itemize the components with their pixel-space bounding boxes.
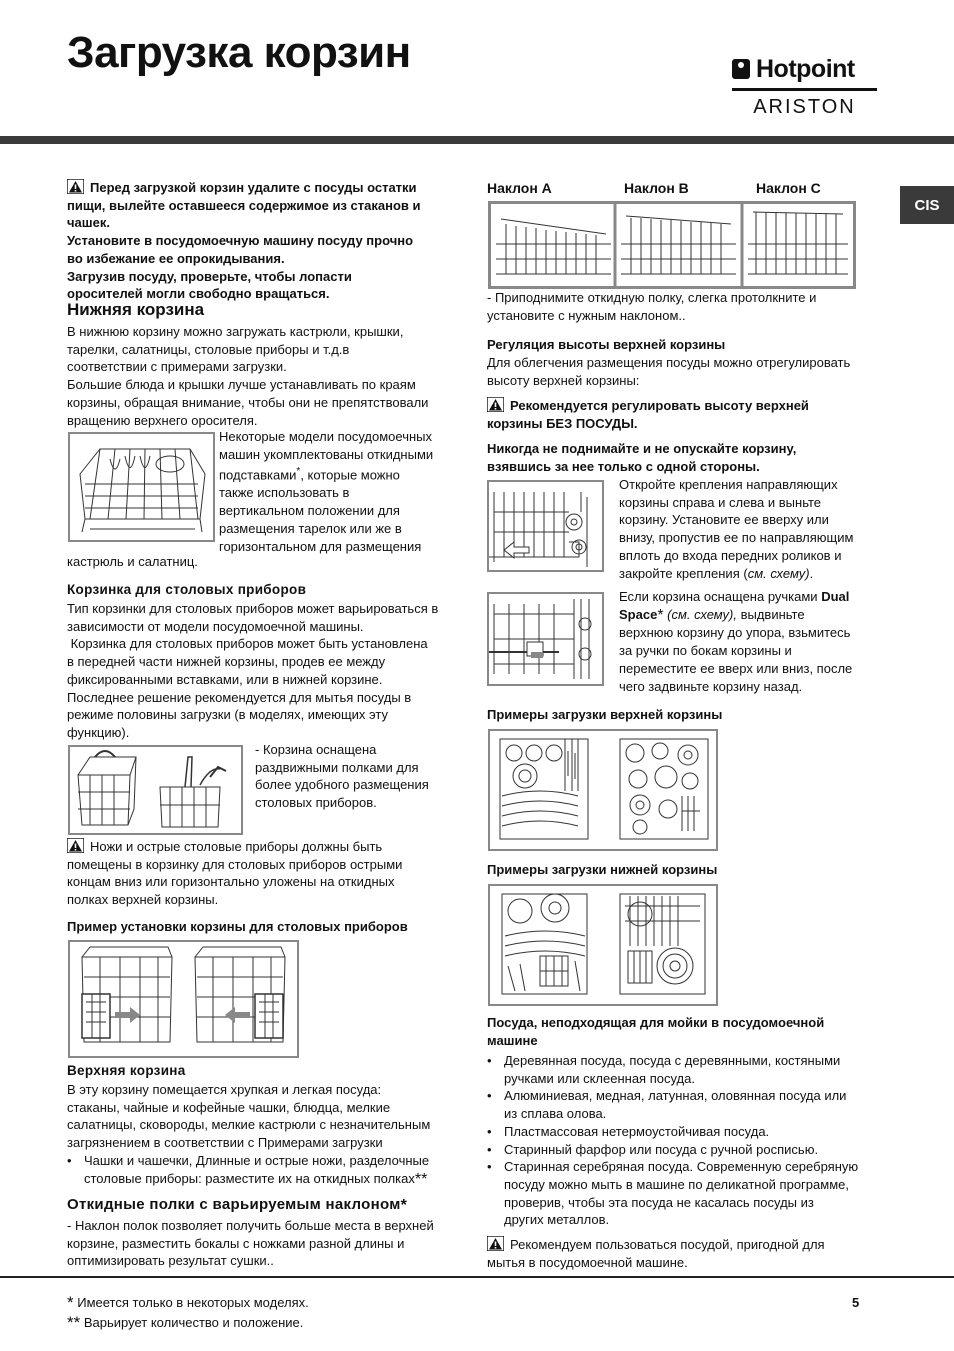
list-item: • Старинная серебряная посуда. Современную серебряную посуду можно мыть в машине по деликатной программе, проверив, чтобы эта посуда не касалась посуды из других металлов. bbox=[487, 1158, 887, 1229]
tilt-drawing bbox=[491, 204, 853, 286]
unsuitable-heading: Посуда, неподходящая для мойки в посудомоечной машине bbox=[487, 1015, 825, 1048]
hotpoint-logo-icon bbox=[732, 59, 750, 79]
height-heading: Регуляция высоты верхней корзины bbox=[487, 337, 726, 352]
list-item: • Алюминиевая, медная, латунная, оловянная посуда или из сплава олова. bbox=[487, 1087, 887, 1122]
tilt-label-c: Наклон C bbox=[756, 180, 821, 196]
cutlery-example-figure bbox=[68, 940, 299, 1058]
cutlery-shelves-note: - Корзина оснащена раздвижными полками для более удобного размещения столовых приборов. bbox=[255, 742, 429, 811]
warning-icon bbox=[487, 397, 504, 412]
brand-bottom: ARISTON bbox=[753, 96, 856, 118]
dual-space-text: Если корзина оснащена ручками Dual Space* (см. схему), выдвиньте верхнюю корзину до упора, взьмитесь за ручки по бокам корзины и переместите ее вверх или вниз, после чего задвиньте корзину назад. bbox=[619, 589, 853, 694]
height-adjust-drawing-1 bbox=[489, 482, 602, 570]
fold-supports-text: Некоторые модели посудомоечных машин укомплектованы откидными подставками*, которые можно также использовать в вертикальном положении для размещения тарелок или же в горизонтальном для размещения bbox=[219, 429, 434, 554]
height-never-warning: Никогда не поднимайте и не опускайте корзину, взявшись за нее только с одной стороны. bbox=[487, 441, 797, 474]
list-item: • Деревянная посуда, посуда с деревянными, костяными ручками или склеенная посуда. bbox=[487, 1052, 887, 1087]
upper-basket-text: В эту корзину помещается хрупкая и легкая посуда: стаканы, чайные и кофейные чашки, блюдца, мелкие салатницы, сковороды, мелкие кастрюли с незначительным загрязнением в соответствии с Примерами загрузки • Чашки и чашечки, Длинные и острые ножи, разделочные столовые приборы: разместите их на откидных полках** bbox=[67, 1081, 467, 1188]
list-item: • Чашки и чашечки, Длинные и острые ножи, разделочные столовые приборы: разместите их на откидных полках** bbox=[67, 1152, 467, 1188]
upper-examples-heading: Примеры загрузки верхней корзины bbox=[487, 707, 723, 722]
shelves-heading: Откидные полки с варьируемым наклоном* bbox=[67, 1196, 408, 1214]
lower-examples-figure bbox=[488, 884, 718, 1006]
footer-rule bbox=[0, 1276, 954, 1278]
cutlery-example-drawing bbox=[70, 942, 297, 1056]
upper-basket-heading: Верхняя корзина bbox=[67, 1063, 186, 1078]
tilt-label-b: Наклон B bbox=[624, 180, 689, 196]
page-title: Загрузка корзин bbox=[67, 28, 411, 77]
cutlery-basket-text: Тип корзинки для столовых приборов может варьироваться в зависимости от модели посудомоечной машины. Корзинка для столовых приборов может быть установлена в передней части нижней корзины, продев ее между фиксированными вставками, или в нижней корзине. Последнее решение рекомендуется для мытья посуды в режиме половины загрузки (в моделях, имеющих эту функцию). bbox=[67, 601, 439, 740]
warning-before-loading: Перед загрузкой корзин удалите с посуды остатки пищи, вылейте оставшееся содержимое из стаканов и чашек. Установите в посудомоечную машину посуду прочно во избежание ее опрокидывания. Загрузив посуду, проверьте, чтобы лопасти оросителей могли свободно вращаться. bbox=[67, 180, 421, 302]
upper-examples-drawing bbox=[490, 731, 716, 849]
height-adjust-drawing-2 bbox=[489, 594, 602, 684]
lower-basket-drawing bbox=[70, 434, 213, 540]
brand-logo bbox=[732, 55, 877, 117]
cutlery-basket-heading: Корзинка для столовых приборов bbox=[67, 582, 307, 597]
logo-divider bbox=[732, 88, 877, 91]
tilt-label-a: Наклон A bbox=[487, 180, 552, 196]
lower-examples-drawing bbox=[490, 886, 716, 1004]
height-adjust-figure-2 bbox=[487, 592, 604, 686]
cutlery-basket-figure bbox=[68, 745, 243, 835]
language-tab: CIS bbox=[900, 186, 954, 224]
unsuitable-list bbox=[487, 1052, 887, 1229]
cutlery-basket-drawing bbox=[70, 747, 241, 833]
list-item: • Старинный фарфор или посуда с ручной росписью. bbox=[487, 1141, 887, 1159]
footnote-1: * Имеется только в некоторых моделях. bbox=[67, 1293, 309, 1312]
tilt-note: - Приподнимите откидную полку, слегка протолкните и установите с нужным наклоном.. bbox=[487, 290, 817, 323]
lower-basket-text: В нижнюю корзину можно загружать кастрюли, крышки, тарелки, салатницы, столовые приборы и т.д.в соответствии с примерами загрузки. Большие блюда и крышки лучше устанавливать по краям корзины, обращая внимание, чтобы они не препятствовали вращению верхнего оросителя. bbox=[67, 324, 429, 428]
lower-basket-figure bbox=[68, 432, 215, 542]
height-warning: Рекомендуется регулировать высоту верхней корзины БЕЗ ПОСУДЫ. bbox=[487, 398, 809, 431]
header-bar bbox=[0, 136, 954, 144]
list-item: • Пластмассовая нетермоустойчивая посуда. bbox=[487, 1123, 887, 1141]
warning-icon bbox=[67, 838, 84, 853]
page-number: 5 bbox=[852, 1295, 860, 1310]
knives-warning: Ножи и острые столовые приборы должны быть помещены в корзинку для столовых приборов острыми концам вниз или горизонтально уложены на откидных полках верхней корзины. bbox=[67, 839, 403, 908]
warning-icon bbox=[67, 179, 84, 194]
lower-examples-heading: Примеры загрузки нижней корзины bbox=[487, 862, 718, 877]
footnote-2: ** Варьирует количество и положение. bbox=[67, 1313, 304, 1332]
height-text: Для облегчения размещения посуды можно отрегулировать высоту верхней корзины: bbox=[487, 355, 851, 388]
brand-top: Hotpoint bbox=[756, 55, 855, 83]
lower-basket-heading: Нижняя корзина bbox=[67, 300, 205, 319]
recommend-note: Рекомендуем пользоваться посудой, пригодной для мытья в посудомоечной машине. bbox=[487, 1237, 825, 1270]
shelves-text: - Наклон полок позволяет получить больше места в верхней корзине, разместить бокалы с ножками разной длины и оптимизировать результат сушки.. bbox=[67, 1218, 434, 1269]
fold-supports-text-end: кастрюль и салатниц. bbox=[67, 554, 198, 569]
height-procedure-text: Откройте крепления направляющих корзины справа и слева и выньте корзину. Установите ее вверху или внизу, пропустив ее по направляющим вплоть до входа передних роликов и закройте крепления (см. схему). bbox=[619, 477, 854, 581]
height-adjust-figure-1 bbox=[487, 480, 604, 572]
upper-examples-figure bbox=[488, 729, 718, 851]
cutlery-example-heading: Пример установки корзины для столовых приборов bbox=[67, 919, 408, 934]
warning-icon bbox=[487, 1236, 504, 1251]
tilt-figure bbox=[488, 201, 856, 289]
